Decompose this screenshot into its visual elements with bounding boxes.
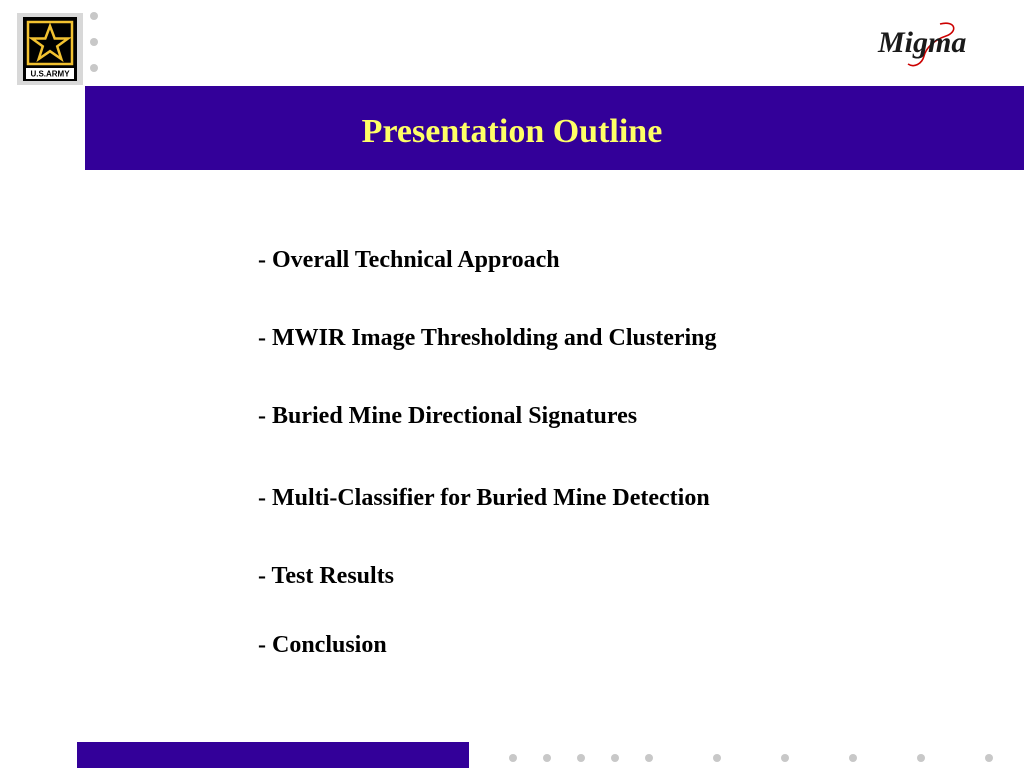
- decorative-dot: [917, 754, 925, 762]
- footer-bar: [77, 742, 469, 768]
- outline-item-multi-classifier: - Multi-Classifier for Buried Mine Detection: [258, 485, 710, 511]
- us-army-star-icon: [17, 13, 83, 85]
- decorative-dot: [90, 12, 98, 20]
- us-army-logo: [17, 13, 83, 85]
- migma-logo-icon: [874, 18, 1000, 70]
- outline-item-technical-approach: - Overall Technical Approach: [258, 247, 560, 273]
- army-logo-text: U.S.ARMY: [30, 69, 70, 79]
- migma-logo-text: Migma: [878, 26, 967, 59]
- title-bar: [85, 86, 1024, 170]
- decorative-dot: [713, 754, 721, 762]
- decorative-dot: [849, 754, 857, 762]
- slide-title: Presentation Outline: [361, 113, 663, 150]
- outline-item-directional-signatures: - Buried Mine Directional Signatures: [258, 403, 638, 429]
- decorative-dot: [577, 754, 585, 762]
- migma-logo: [874, 18, 1000, 70]
- decorative-dot: [90, 38, 98, 46]
- outline-item-conclusion: - Conclusion: [258, 632, 387, 658]
- decorative-dot: [645, 754, 653, 762]
- decorative-dot: [543, 754, 551, 762]
- decorative-dot: [611, 754, 619, 762]
- decorative-dot: [985, 754, 993, 762]
- decorative-dot: [781, 754, 789, 762]
- decorative-dot: [90, 64, 98, 72]
- outline-item-mwir-thresholding: - MWIR Image Thresholding and Clustering: [258, 325, 717, 351]
- outline-item-test-results: - Test Results: [258, 563, 395, 589]
- decorative-dot: [509, 754, 517, 762]
